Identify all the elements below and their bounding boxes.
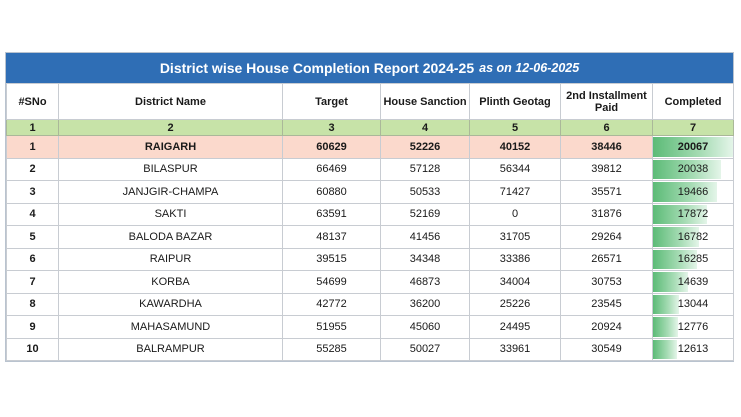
header-district-name: District Name (59, 84, 283, 120)
sno-cell: 9 (7, 316, 59, 339)
house-sanction-cell: 46873 (381, 271, 470, 294)
sno-cell: 8 (7, 293, 59, 316)
installment-paid-cell: 38446 (561, 136, 653, 159)
house-sanction-cell: 34348 (381, 248, 470, 271)
table-row (7, 203, 734, 226)
completed-value: 19466 (677, 185, 709, 198)
completed-value: 17872 (677, 208, 709, 221)
target-cell: 42772 (283, 293, 381, 316)
plinth-geotag-cell: 0 (470, 203, 561, 226)
header-target: Target (283, 84, 381, 120)
installment-paid-cell: 30753 (561, 271, 653, 294)
sno-cell: 3 (7, 181, 59, 204)
report-title: District wise House Completion Report 2024-25 (159, 60, 475, 76)
district-report-table (6, 83, 734, 361)
sno-cell: 1 (7, 136, 59, 159)
completed-cell (653, 248, 734, 271)
table-row (7, 316, 734, 339)
header-2nd-installment-paid: 2nd Installment Paid (561, 84, 653, 120)
sno-cell: 2 (7, 158, 59, 181)
house-sanction-cell: 50027 (381, 338, 470, 361)
installment-paid-cell: 35571 (561, 181, 653, 204)
target-cell: 63591 (283, 203, 381, 226)
completed-value: 12613 (677, 343, 709, 356)
table-row (7, 248, 734, 271)
header-row (7, 84, 734, 120)
column-number: 5 (470, 120, 561, 136)
house-sanction-cell: 52169 (381, 203, 470, 226)
district-name-cell: JANJGIR-CHAMPA (59, 181, 283, 204)
plinth-geotag-cell: 40152 (470, 136, 561, 159)
completed-value: 14639 (677, 275, 709, 288)
plinth-geotag-cell: 25226 (470, 293, 561, 316)
completed-data-bar (653, 317, 678, 337)
sno-cell: 4 (7, 203, 59, 226)
completed-value: 12776 (677, 320, 709, 333)
completed-value: 13044 (677, 298, 709, 311)
district-name-cell: BILASPUR (59, 158, 283, 181)
plinth-geotag-cell: 34004 (470, 271, 561, 294)
installment-paid-cell: 39812 (561, 158, 653, 181)
house-sanction-cell: 57128 (381, 158, 470, 181)
completed-cell (653, 181, 734, 204)
completed-value: 16782 (677, 230, 709, 243)
plinth-geotag-cell: 24495 (470, 316, 561, 339)
table-row (7, 136, 734, 159)
district-name-cell: KORBA (59, 271, 283, 294)
plinth-geotag-cell: 56344 (470, 158, 561, 181)
table-row (7, 338, 734, 361)
house-sanction-cell: 50533 (381, 181, 470, 204)
installment-paid-cell: 29264 (561, 226, 653, 249)
target-cell: 39515 (283, 248, 381, 271)
target-cell: 48137 (283, 226, 381, 249)
column-number: 2 (59, 120, 283, 136)
sno-cell: 7 (7, 271, 59, 294)
installment-paid-cell: 20924 (561, 316, 653, 339)
completed-value: 20067 (677, 140, 709, 153)
completed-value: 20038 (677, 163, 709, 176)
table-row (7, 293, 734, 316)
table-body (7, 136, 734, 361)
installment-paid-cell: 30549 (561, 338, 653, 361)
district-name-cell: MAHASAMUND (59, 316, 283, 339)
installment-paid-cell: 23545 (561, 293, 653, 316)
plinth-geotag-cell: 31705 (470, 226, 561, 249)
target-cell: 54699 (283, 271, 381, 294)
completed-cell (653, 203, 734, 226)
table-row (7, 158, 734, 181)
completed-cell (653, 271, 734, 294)
district-name-cell: SAKTI (59, 203, 283, 226)
report-date: as on 12-06-2025 (479, 61, 580, 75)
table-row (7, 226, 734, 249)
district-name-cell: BALRAMPUR (59, 338, 283, 361)
completed-cell (653, 316, 734, 339)
district-name-cell: BALODA BAZAR (59, 226, 283, 249)
header-plinth-geotag: Plinth Geotag (470, 84, 561, 120)
plinth-geotag-cell: 71427 (470, 181, 561, 204)
district-name-cell: KAWARDHA (59, 293, 283, 316)
house-sanction-cell: 41456 (381, 226, 470, 249)
house-sanction-cell: 45060 (381, 316, 470, 339)
target-cell: 55285 (283, 338, 381, 361)
sno-cell: 10 (7, 338, 59, 361)
completed-cell (653, 136, 734, 159)
report-table-container (5, 52, 734, 362)
plinth-geotag-cell: 33386 (470, 248, 561, 271)
column-number: 4 (381, 120, 470, 136)
sno-cell: 5 (7, 226, 59, 249)
table-row (7, 181, 734, 204)
column-number: 3 (283, 120, 381, 136)
header-sno: #SNo (7, 84, 59, 120)
completed-data-bar (653, 295, 679, 315)
target-cell: 60880 (283, 181, 381, 204)
header-completed: Completed (653, 84, 734, 120)
completed-value: 16285 (677, 253, 709, 266)
column-number: 7 (653, 120, 734, 136)
report-title-bar (6, 53, 733, 83)
house-sanction-cell: 36200 (381, 293, 470, 316)
district-name-cell: RAIGARH (59, 136, 283, 159)
installment-paid-cell: 31876 (561, 203, 653, 226)
target-cell: 66469 (283, 158, 381, 181)
completed-cell (653, 158, 734, 181)
house-sanction-cell: 52226 (381, 136, 470, 159)
district-name-cell: RAIPUR (59, 248, 283, 271)
plinth-geotag-cell: 33961 (470, 338, 561, 361)
target-cell: 60629 (283, 136, 381, 159)
completed-cell (653, 226, 734, 249)
column-number: 1 (7, 120, 59, 136)
completed-data-bar (653, 340, 677, 360)
table-row (7, 271, 734, 294)
target-cell: 51955 (283, 316, 381, 339)
column-number-row (7, 120, 734, 136)
completed-cell (653, 338, 734, 361)
sno-cell: 6 (7, 248, 59, 271)
completed-cell (653, 293, 734, 316)
header-house-sanction: House Sanction (381, 84, 470, 120)
column-number: 6 (561, 120, 653, 136)
installment-paid-cell: 26571 (561, 248, 653, 271)
